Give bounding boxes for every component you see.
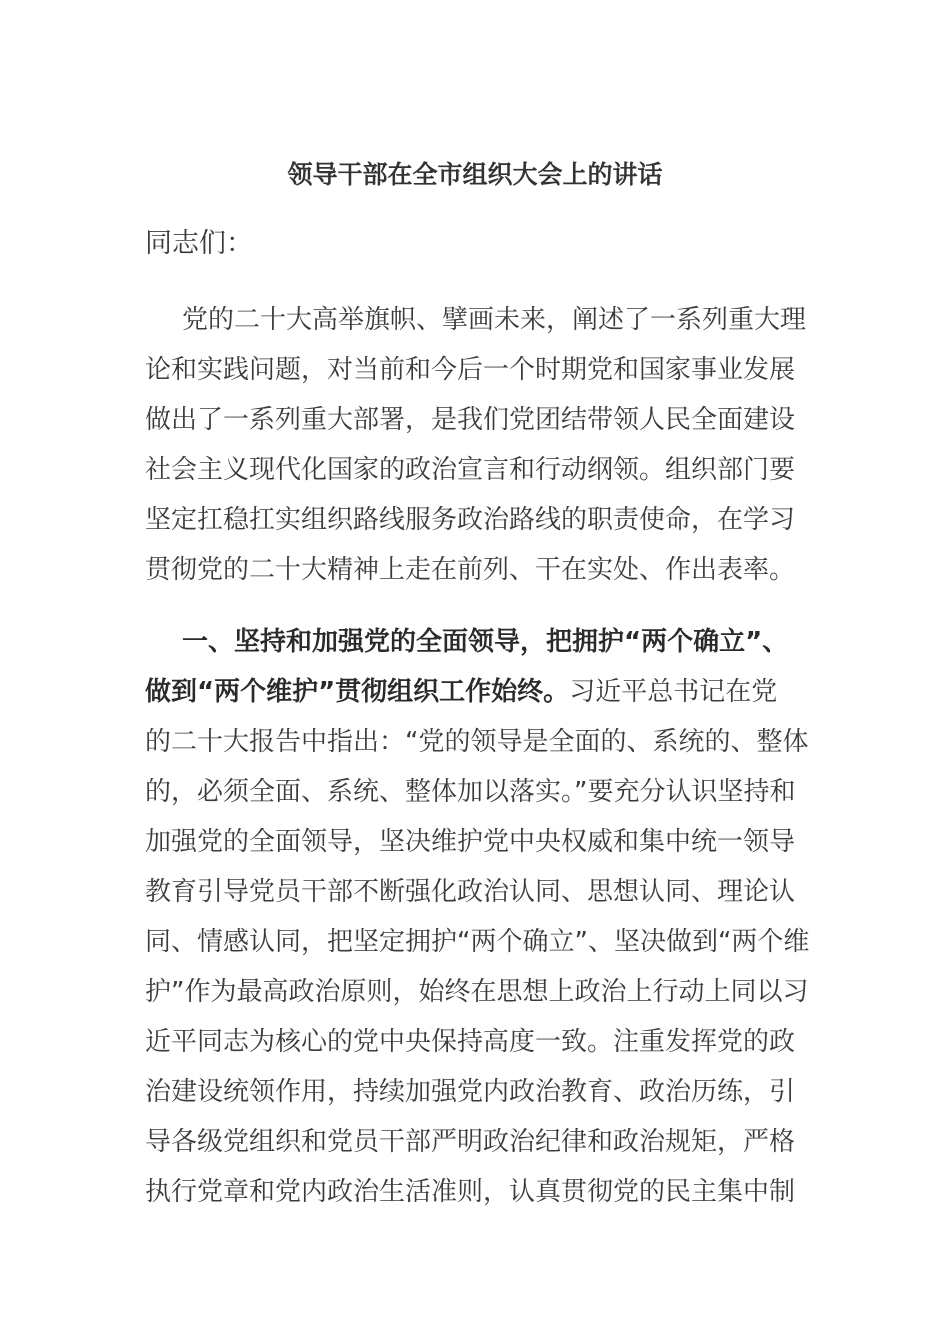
paragraph-line: 执行党章和党内政治生活准则，认真贯彻党的民主集中制 — [145, 1177, 796, 1207]
paragraph-line: 论和实践问题，对当前和今后一个时期党和国家事业发展 — [145, 355, 796, 385]
paragraph-line: 做出了一系列重大部署，是我们党团结带领人民全面建设 — [145, 405, 796, 435]
paragraph-intro — [145, 295, 810, 595]
paragraph-line: 教育引导党员干部不断强化政治认同、思想认同、理论认 — [145, 877, 796, 907]
section-heading: 一、坚持和加强党的全面领导，把拥护“两个确立”、 — [182, 627, 789, 657]
greeting: 同志们： — [145, 228, 253, 259]
paragraph-line: 贯彻党的二十大精神上走在前列、干在实处、作出表率。 — [145, 555, 796, 585]
paragraph-line: 加强党的全面领导，坚决维护党中央权威和集中统一领导 — [145, 827, 796, 857]
paragraph-section-one — [145, 617, 810, 1217]
section-heading-line — [145, 617, 810, 667]
section-heading-continued: 做到“两个维护”贯彻组织工作始终。 — [145, 677, 570, 707]
paragraph-line: 导各级党组织和党员干部严明政治纪律和政治规矩，严格 — [145, 1127, 796, 1157]
paragraph-line: 的，必须全面、系统、整体加以落实。”要充分认识坚持和 — [145, 777, 796, 807]
paragraph-line: 护”作为最高政治原则，始终在思想上政治上行动上同以习 — [145, 977, 809, 1007]
document-title: 领导干部在全市组织大会上的讲话 — [287, 160, 663, 189]
paragraph-line: 党的二十大高举旗帜、擘画未来，阐述了一系列重大理 — [182, 305, 807, 335]
paragraph-line: 近平同志为核心的党中央保持高度一致。注重发挥党的政 — [145, 1027, 796, 1057]
paragraph-line: 同、情感认同，把坚定拥护“两个确立”、坚决做到“两个维 — [145, 927, 810, 957]
paragraph-line: 社会主义现代化国家的政治宣言和行动纲领。组织部门要 — [145, 455, 796, 485]
paragraph-line: 坚定扛稳扛实组织路线服务政治路线的职责使命，在学习 — [145, 505, 796, 535]
paragraph-line: 的二十大报告中指出：“党的领导是全面的、系统的、整体 — [145, 727, 809, 757]
paragraph-text: 习近平总书记在党 — [569, 677, 778, 707]
paragraph-line: 治建设统领作用，持续加强党内政治教育、政治历练，引 — [145, 1077, 796, 1107]
paragraph-line — [145, 667, 810, 717]
